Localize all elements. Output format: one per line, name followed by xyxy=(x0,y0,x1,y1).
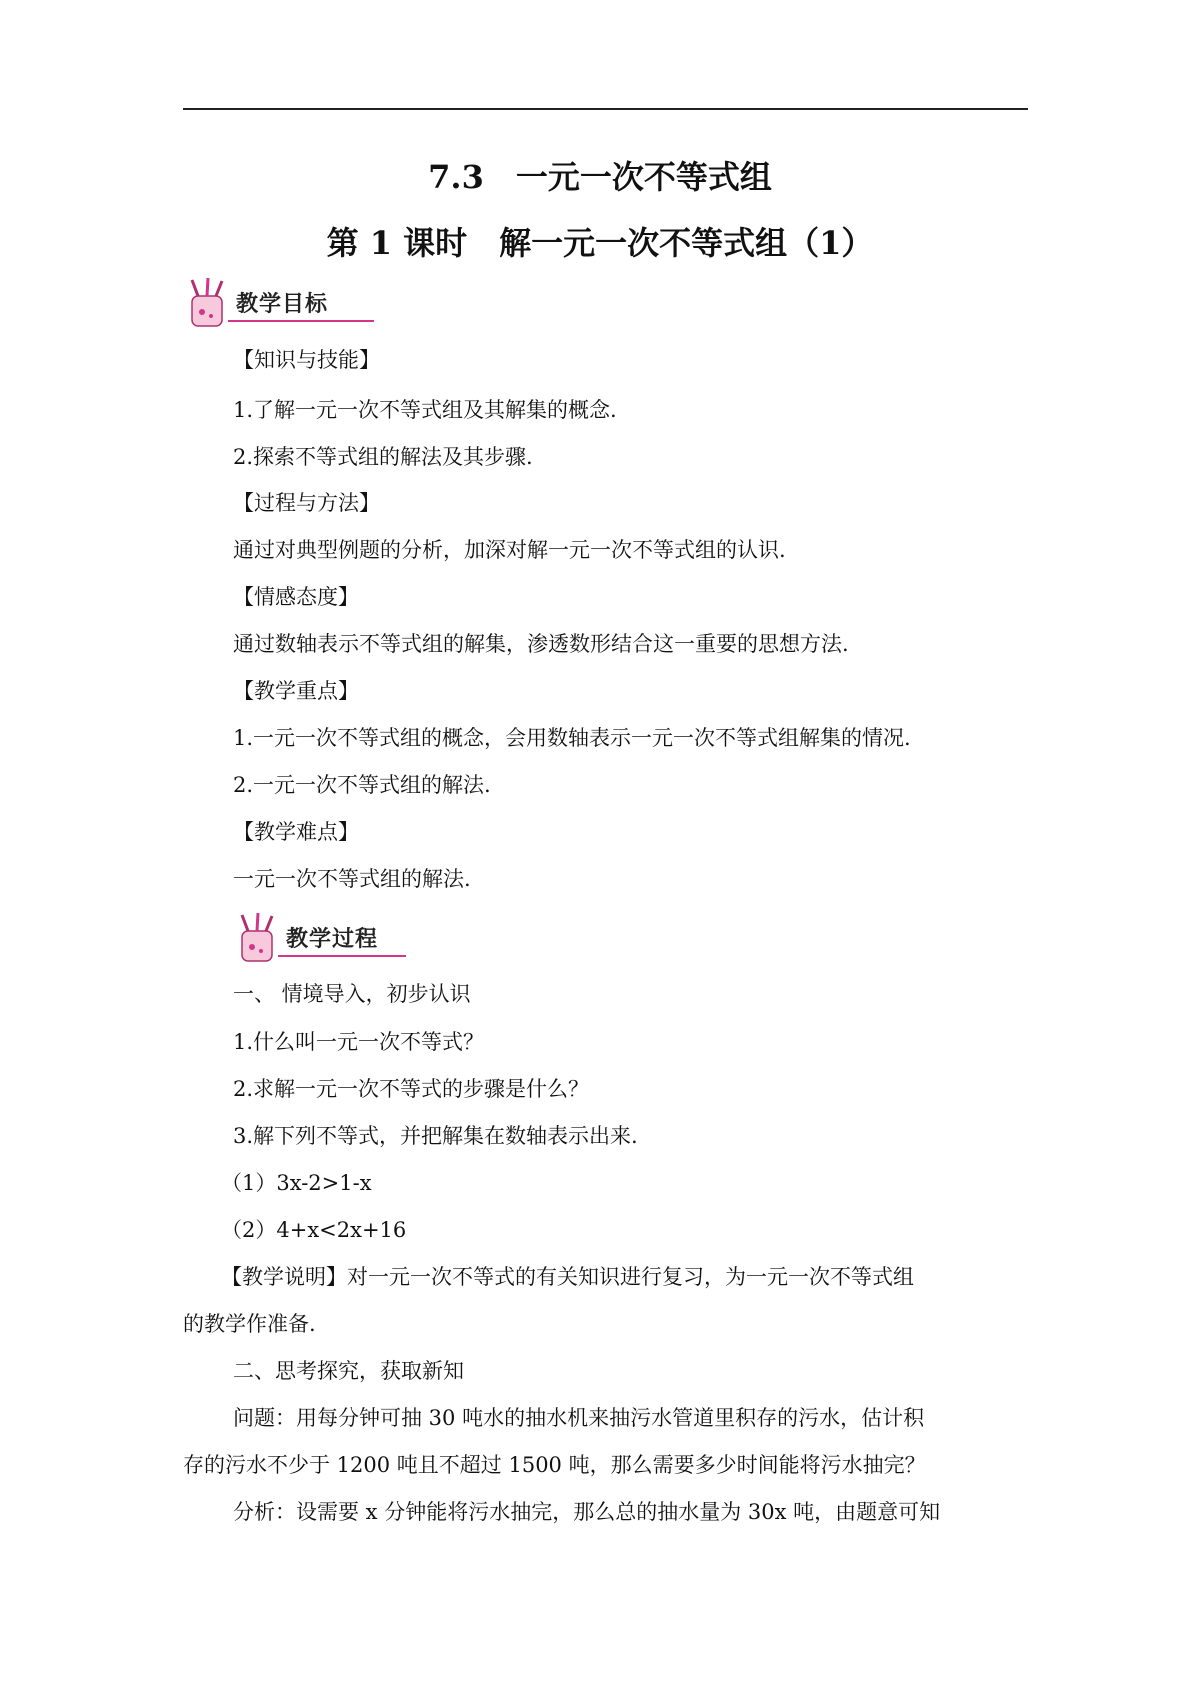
badge-label: 教学过程 xyxy=(286,927,379,952)
lesson-title: 第 1 课时 解一元一次不等式组（1） xyxy=(326,224,874,262)
section-heading: 一、 情境导入，初步认识 xyxy=(233,982,471,1006)
question-item: 3.解下列不等式，并把解集在数轴表示出来. xyxy=(233,1124,638,1148)
badge-underline xyxy=(278,955,406,957)
goal-item: 1.一元一次不等式组的概念，会用数轴表示一元一次不等式组解集的情况. xyxy=(233,726,911,750)
goal-item: 通过对典型例题的分析，加深对解一元一次不等式组的认识. xyxy=(233,538,786,562)
header-rule xyxy=(183,108,1028,110)
heading-emotion: 【情感态度】 xyxy=(233,585,359,609)
section-title: 7.3 一元一次不等式组 xyxy=(428,158,772,196)
teaching-process-badge xyxy=(228,913,428,963)
question-item: 2.求解一元一次不等式的步骤是什么？ xyxy=(233,1077,590,1101)
question-item: 1.什么叫一元一次不等式？ xyxy=(233,1030,485,1054)
goal-item: 1.了解一元一次不等式组及其解集的概念. xyxy=(233,398,617,422)
pencil-cup-icon xyxy=(178,278,238,332)
goal-item: 2.一元一次不等式组的解法. xyxy=(233,773,491,797)
goal-item: 一元一次不等式组的解法. xyxy=(233,867,471,891)
heading-key-points: 【教学重点】 xyxy=(233,679,359,703)
heading-process: 【过程与方法】 xyxy=(233,491,380,515)
exercise-item: （2）4+x<2x+16 xyxy=(221,1218,407,1242)
goal-item: 2.探索不等式组的解法及其步骤. xyxy=(233,445,533,469)
exercise-item: （1）3x-2>1-x xyxy=(221,1171,372,1195)
badge-underline xyxy=(228,320,374,322)
problem-text-cont: 存的污水不少于 1200 吨且不超过 1500 吨，那么需要多少时间能将污水抽完？ xyxy=(183,1453,926,1477)
teaching-note: 【教学说明】对一元一次不等式的有关知识进行复习，为一元一次不等式组 xyxy=(221,1265,914,1289)
teaching-goals-badge xyxy=(178,278,378,328)
teaching-note-cont: 的教学作准备. xyxy=(183,1312,316,1336)
analysis-text: 分析：设需要 x 分钟能将污水抽完，那么总的抽水量为 30x 吨，由题意可知 xyxy=(233,1500,941,1524)
heading-difficulty: 【教学难点】 xyxy=(233,820,359,844)
pencil-cup-icon xyxy=(228,913,288,967)
section-heading: 二、思考探究，获取新知 xyxy=(233,1359,464,1383)
heading-knowledge: 【知识与技能】 xyxy=(233,348,380,372)
problem-text: 问题：用每分钟可抽 30 吨水的抽水机来抽污水管道里积存的污水，估计积 xyxy=(233,1406,925,1430)
goal-item: 通过数轴表示不等式组的解集，渗透数形结合这一重要的思想方法. xyxy=(233,632,849,656)
badge-label: 教学目标 xyxy=(236,292,329,317)
